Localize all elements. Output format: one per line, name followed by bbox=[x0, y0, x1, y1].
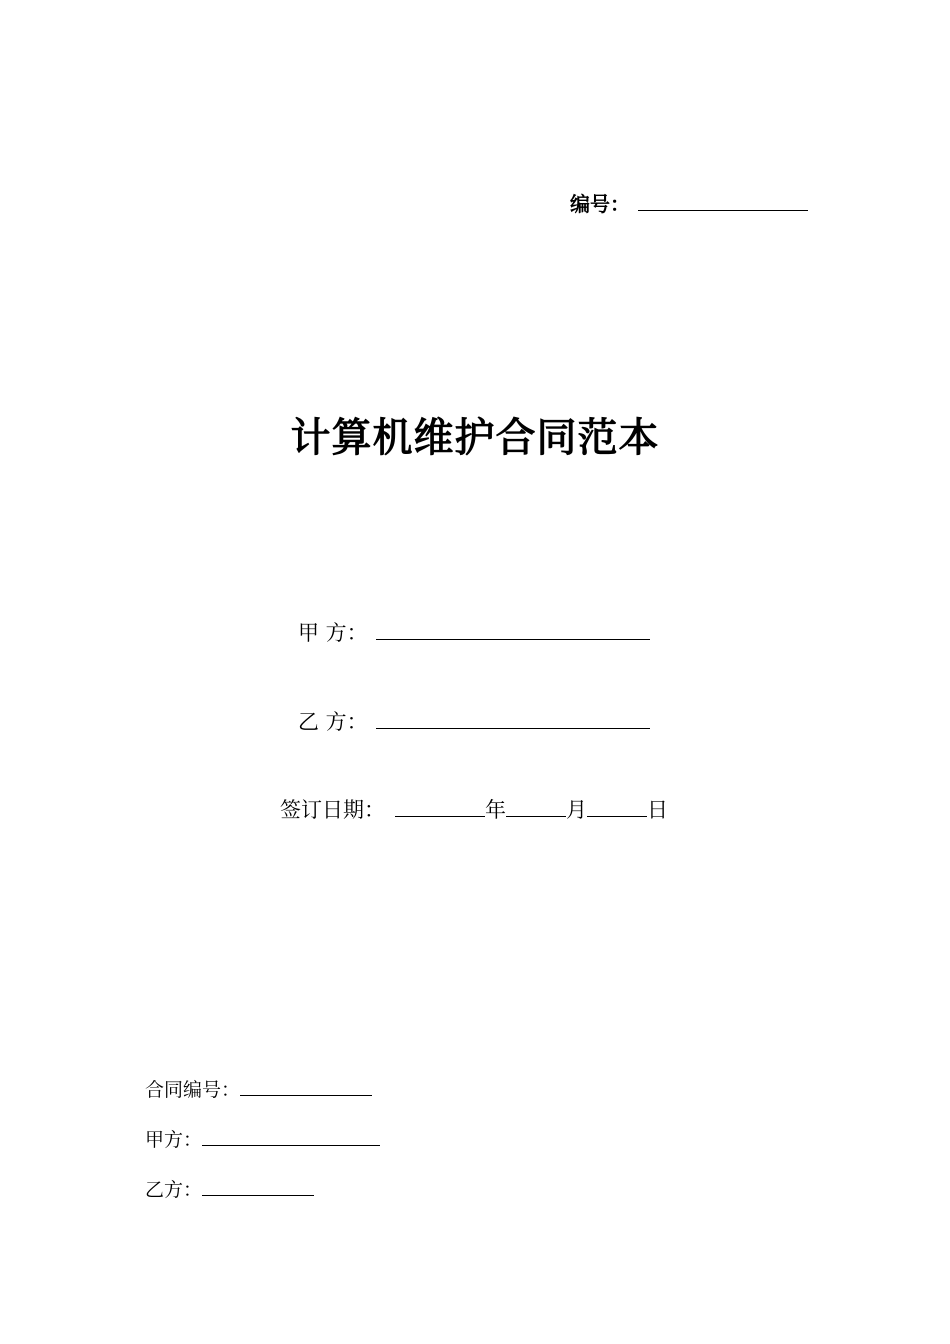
contract-number-row bbox=[145, 1076, 372, 1104]
bottom-party-a-blank[interactable] bbox=[202, 1129, 380, 1146]
sign-year-blank[interactable] bbox=[395, 796, 485, 817]
sign-date-row bbox=[280, 795, 668, 825]
sign-year-label: 年 bbox=[485, 798, 506, 822]
party-b-blank[interactable] bbox=[376, 708, 650, 729]
party-b-label: 乙 方： bbox=[298, 710, 368, 734]
party-b-row bbox=[298, 707, 650, 737]
bottom-party-b-label: 乙方： bbox=[145, 1179, 203, 1201]
bottom-party-b-row bbox=[145, 1176, 314, 1204]
sign-date-label: 签订日期： bbox=[280, 798, 385, 822]
document-number-blank[interactable] bbox=[638, 192, 808, 211]
document-number-label: 编号： bbox=[570, 192, 630, 216]
bottom-party-a-row bbox=[145, 1126, 380, 1154]
page-title: 计算机维护合同范本 bbox=[290, 415, 660, 461]
sign-month-blank[interactable] bbox=[506, 796, 566, 817]
contract-number-label: 合同编号： bbox=[145, 1079, 241, 1101]
bottom-party-a-label: 甲方： bbox=[145, 1129, 203, 1151]
contract-number-blank[interactable] bbox=[240, 1079, 372, 1096]
document-number bbox=[570, 190, 808, 218]
bottom-party-b-blank[interactable] bbox=[202, 1179, 314, 1196]
party-a-label: 甲 方： bbox=[298, 621, 368, 645]
sign-month-label: 月 bbox=[566, 798, 587, 822]
sign-day-label: 日 bbox=[647, 798, 668, 822]
party-a-blank[interactable] bbox=[376, 619, 650, 640]
party-a-row bbox=[298, 618, 650, 648]
sign-day-blank[interactable] bbox=[587, 796, 647, 817]
